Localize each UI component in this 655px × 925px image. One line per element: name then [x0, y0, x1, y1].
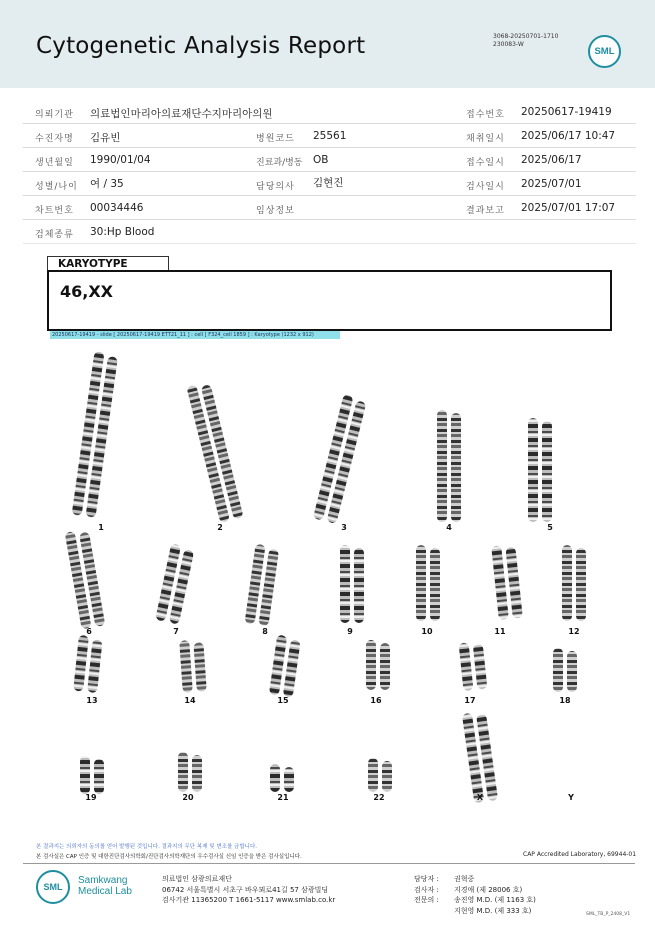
chromosome-pair-10 [416, 545, 440, 621]
addr-line-2: 06742 서울특별시 서초구 바우뫼로41길 57 삼광빌딩 [162, 885, 329, 894]
chromosome-19-b [94, 759, 104, 794]
info-row [23, 100, 636, 124]
samkwang-logo-text: SML [43, 882, 63, 892]
specimen-value: 30:Hp Blood [90, 226, 155, 238]
report-code-line1: 3068-20250701-1710 [493, 33, 559, 40]
lab-name [78, 875, 132, 897]
chromosome-pair-3 [313, 394, 367, 524]
addr-line-1: 의료법인 삼광의료재단 [162, 875, 232, 883]
collected-label: 채취일시 [466, 134, 505, 144]
report-code-line2: 230083-W [493, 41, 524, 48]
chromosome-label-8: 8 [262, 627, 268, 636]
addr-line-3: 검사기관 11365200 T 1661-5117 www.smlab.co.kr [162, 896, 336, 904]
chromosome-pair-7 [155, 543, 195, 624]
staff-specialist-1: 송진영 M.D. (제 1163 호) [454, 896, 536, 904]
staff-specialist-label: 전문의 : [414, 896, 439, 904]
chromosome-18-a [553, 648, 563, 692]
chromosome-label-1: 1 [98, 523, 104, 532]
reported-label: 결과보고 [466, 206, 505, 216]
samkwang-logo-icon [36, 870, 70, 904]
chromosome-label-21: 21 [277, 793, 289, 802]
chromosome-pair-19 [80, 756, 104, 794]
chromosome-label-19: 19 [85, 793, 97, 802]
footer-note-1: 본 결과지는 의뢰자의 동의를 얻어 발행된 것입니다. 결과지의 무단 복제 및 변조를 금합니다. [36, 844, 258, 850]
chromosome-pair-21 [270, 764, 294, 792]
chromosome-pair-1 [72, 351, 119, 518]
chromosome-16-a [366, 640, 376, 690]
specimen-label: 검체종류 [35, 230, 74, 240]
chromosome-pair-6 [65, 529, 106, 630]
collected-value: 2025/06/17 10:47 [521, 130, 616, 142]
chromosome-17-b [473, 644, 488, 690]
chromosome-label-22: 22 [373, 793, 385, 802]
chromosome-label-9: 9 [347, 627, 353, 636]
chromosome-label-3: 3 [341, 523, 347, 532]
chart-label: 차트번호 [35, 206, 74, 216]
chromosome-label-2: 2 [217, 523, 223, 532]
dept-label: 진료과/병동 [256, 158, 303, 168]
doctor-label: 담당의사 [256, 182, 295, 192]
info-row [23, 172, 636, 196]
karyotype-box [47, 270, 612, 331]
chromosome-11-b [505, 547, 522, 619]
chromosome-20-a [178, 752, 188, 792]
chromosome-label-15: 15 [277, 696, 289, 705]
dob-value: 1990/01/04 [90, 154, 151, 166]
chromosome-pair-4 [437, 410, 461, 522]
chromosome-label-13: 13 [86, 696, 98, 705]
chromosome-pair-22 [368, 758, 392, 792]
chromosome-pair-17 [459, 641, 488, 691]
chromosome-9-b [354, 548, 364, 623]
logo-text: SML [594, 46, 615, 57]
doctor-value: 김현진 [313, 177, 344, 189]
chromosome-pair-11 [491, 544, 523, 620]
chromosome-18-b [567, 651, 577, 692]
tested-value: 2025/07/01 [521, 178, 582, 190]
received-value: 2025/06/17 [521, 154, 582, 166]
chromosome-label-4: 4 [446, 523, 452, 532]
chromosome-11-a [491, 545, 509, 620]
karyogram-image [0, 340, 655, 820]
receipt-no-label: 접수번호 [466, 110, 505, 120]
chromosome-label-17: 17 [464, 696, 476, 705]
staff-manager: 권혁중 [454, 875, 475, 883]
chromosome-pair-13 [73, 635, 103, 693]
staff-manager-label: 담당자 : [414, 875, 439, 883]
chromosome-17-a [459, 642, 474, 691]
chromosome-21-a [270, 764, 280, 792]
receipt-no-value: 20250617-19419 [521, 106, 612, 118]
info-row [23, 124, 636, 148]
chromosome-10-b [430, 548, 440, 621]
chromosome-12-a [562, 545, 572, 621]
info-row [23, 220, 636, 244]
karyotype-label: KARYOTYPE [58, 258, 128, 270]
chromosome-20-b [192, 755, 202, 792]
chromosome-12-b [576, 548, 586, 621]
chromosome-14-b [193, 642, 206, 692]
report-header [0, 0, 655, 88]
chromosome-label-16: 16 [370, 696, 382, 705]
chromosome-pair-16 [366, 640, 390, 690]
chromosome-pair-2 [186, 381, 243, 523]
staff-tester-label: 검사자 : [414, 885, 439, 894]
reported-value: 2025/07/01 17:07 [521, 202, 616, 214]
karyotype-tab [47, 256, 169, 271]
lab-name-line1: Samkwang [78, 875, 128, 886]
staff-specialist-2: 지현영 M.D. (제 333 호) [454, 906, 532, 915]
chromosome-label-7: 7 [173, 627, 179, 636]
chromosome-labels [85, 523, 579, 802]
chromosome-5-a [528, 418, 538, 522]
chart-value: 00034446 [90, 202, 144, 214]
info-row [23, 148, 636, 172]
chromosome-label-18: 18 [559, 696, 571, 705]
institution-value: 의료법인마리아의료재단수지마리아의원 [90, 108, 273, 120]
chromosome-pair-X [462, 711, 498, 803]
lab-name-line2: Medical Lab [78, 886, 132, 897]
chromosome-shapes [65, 351, 586, 803]
chromosome-pair-12 [562, 545, 586, 621]
chromosome-label-10: 10 [421, 627, 433, 636]
chromosome-pair-20 [178, 752, 202, 792]
chromosome-pair-18 [553, 648, 577, 692]
report-title: Cytogenetic Analysis Report [36, 33, 366, 59]
chromosome-pair-5 [528, 418, 552, 522]
chromosome-label-11: 11 [494, 627, 506, 636]
chromosome-14-a [179, 640, 193, 693]
chromosome-label-6: 6 [86, 627, 92, 636]
chromosome-label-5: 5 [547, 523, 553, 532]
received-label: 접수일시 [466, 158, 505, 168]
chromosome-pair-9 [340, 545, 364, 623]
chromosome-pair-15 [269, 635, 301, 698]
chromosome-label-12: 12 [568, 627, 580, 636]
hospital-code-value: 25561 [313, 130, 347, 142]
patient-info-table [23, 100, 636, 244]
sex-age-value: 여 / 35 [90, 178, 124, 190]
chromosome-13-b [87, 639, 102, 693]
footer-note-2: 본 검사실은 CAP 인증 및 대한진단검사의학회/진단검사의학재단의 우수검사실 신임 인증을 받은 검사실입니다. [36, 854, 302, 860]
clinical-label: 임상정보 [256, 206, 295, 216]
chromosome-5-b [542, 421, 552, 522]
info-row [23, 196, 636, 220]
cap-accreditation: CAP Accredited Laboratory, 69944-01 [523, 851, 637, 858]
chromosome-19-a [80, 756, 90, 794]
chromosome-22-b [382, 761, 392, 792]
chromosome-13-a [73, 635, 89, 692]
dob-label: 생년월일 [35, 158, 74, 168]
patient-label: 수진자명 [35, 134, 74, 144]
patient-value: 김유빈 [90, 132, 121, 144]
chromosome-9-a [340, 545, 350, 623]
karyotype-value: 46,XX [60, 282, 114, 301]
chromosome-label-Y: Y [568, 793, 574, 802]
chromosome-15-b [283, 640, 301, 698]
chromosome-16-b [380, 643, 390, 690]
chromosome-pair-8 [245, 544, 280, 627]
sex-age-label: 성별/나이 [35, 182, 78, 192]
chromosome-22-a [368, 758, 378, 792]
footer-divider [23, 863, 635, 864]
document-number: SML_TB_P_2408_V1 [586, 912, 631, 917]
chromosome-label-14: 14 [184, 696, 196, 705]
sml-logo-icon [588, 35, 621, 68]
hospital-code-label: 병원코드 [256, 134, 295, 144]
slide-info-bar: 20250617-19419 - slide [ 20250617-19419 ETT21_11 ] : cell [ F324_cell 1859 ] : Karyotype (1232 x 912) [50, 331, 340, 339]
staff-tester: 지경애 (제 28006 호) [454, 885, 523, 894]
chromosome-4-a [437, 410, 447, 522]
chromosome-label-20: 20 [182, 793, 194, 802]
lab-address [162, 874, 335, 906]
chromosome-21-b [284, 767, 294, 792]
chromosome-pair-14 [179, 639, 207, 693]
dept-value: OB [313, 154, 329, 166]
chromosome-label-X: X [476, 793, 484, 802]
institution-label: 의뢰기관 [35, 110, 74, 120]
chromosome-4-b [451, 413, 461, 522]
chromosome-10-a [416, 545, 426, 621]
tested-label: 검사일시 [466, 182, 505, 192]
